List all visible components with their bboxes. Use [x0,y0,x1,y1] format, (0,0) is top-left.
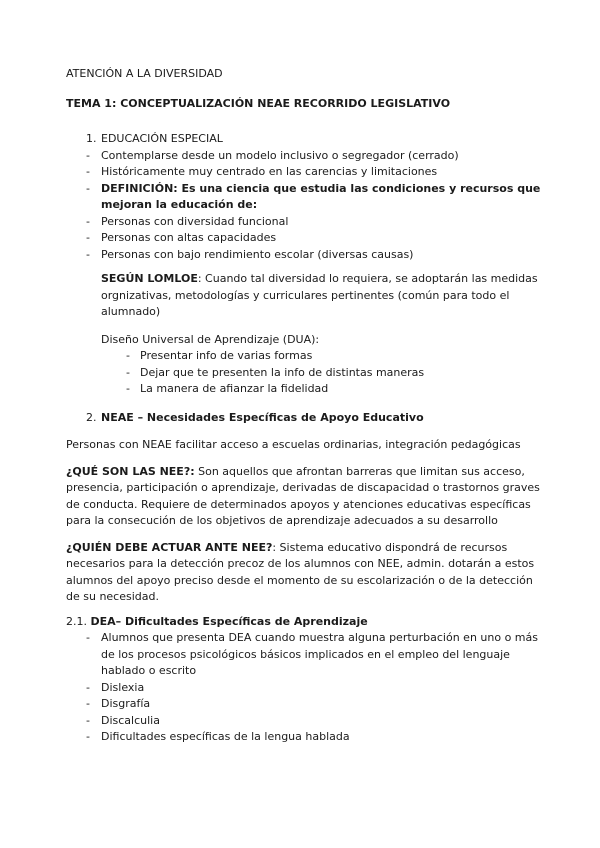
list-item-text: La manera de afianzar la fidelidad [140,382,329,395]
list-item [66,729,550,746]
section-2-title: NEAE – Necesidades Específicas de Apoyo Educativo [101,410,424,424]
list-item-text: Personas con altas capacidades [101,231,277,244]
dash-marker: - [86,631,90,644]
list-item [66,696,550,713]
dash-marker: - [86,165,90,178]
list-item [66,164,550,181]
section-1-heading [66,131,550,148]
que-son-text: Son aquellos que afrontan barreras que limitan sus acceso, presencia, participación o aprendizaje, derivadas de discapacidad o trastornos graves de conducta. Requiere de determinados apoyos y atenciones educativas específicas para la consecución de los objetivos de aprendizaje adecuados a su desarrollo [66,464,540,527]
dua-list [66,348,550,398]
dea-list [66,630,550,746]
list-item [66,713,550,730]
list-item [66,381,550,398]
list-item [66,680,550,697]
section-2-1-heading [66,614,550,631]
list-item-text: Dislexia [101,680,145,694]
list-item [66,365,550,382]
quien-debe-paragraph [66,540,550,606]
dua-intro: Diseño Universal de Aprendizaje (DUA): [101,332,320,346]
lomloe-text: : Cuando tal diversidad lo requiera, se adoptarán las medidas orgnizativas, metodologías y curriculares pertinentes (común para todo el alumnado) [101,272,538,318]
quien-debe-label: ¿QUIÉN DEBE ACTUAR ANTE NEE? [66,540,273,554]
list-item [66,230,550,247]
doc-title: ATENCIÓN A LA DIVERSIDAD [66,67,223,80]
quien-debe-text: : Sistema educativo dispondrá de recursos necesarios para la detección precoz de los alumnos con NEE, admin. dotarán a estos alumnos del apoyo preciso desde el momento de su escolarización o de la detección de su necesidad. [66,540,535,603]
list-item-text: Presentar info de varias formas [140,349,313,362]
dash-marker: - [86,181,90,195]
list-item-text: Alumnos que presenta DEA cuando muestra alguna perturbación en uno o más de los procesos psicológicos básicos implicados en el empleo del lenguaje hablado o escrito [101,631,538,677]
section-2-1-title: DEA– Dificultades Específicas de Aprendizaje [90,614,368,628]
dash-marker: - [86,713,90,727]
section-1-list [66,148,550,264]
list-item-text: Discalculia [101,713,160,727]
list-item-text: Personas con bajo rendimiento escolar (diversas causas) [101,247,414,261]
dash-marker: - [86,730,90,743]
dash-marker: - [86,680,90,694]
section-1-title: EDUCACIÓN ESPECIAL [101,132,223,145]
list-item [66,181,550,214]
dash-marker: - [86,247,90,261]
list-item [66,630,550,680]
dash-marker: - [126,382,130,395]
list-item [66,148,550,165]
dash-marker: - [126,349,130,362]
list-item [66,348,550,365]
section-2-number: 2. [86,410,97,424]
section-2-heading [66,410,550,427]
que-son-label: ¿QUÉ SON LAS NEE?: [66,464,195,478]
list-item-text: Contemplarse desde un modelo inclusivo o segregador (cerrado) [101,148,459,162]
list-item-text: Históricamente muy centrado en las carencias y limitaciones [101,165,438,178]
neae-access-paragraph: Personas con NEAE facilitar acceso a escuelas ordinarias, integración pedagógicas [66,438,521,451]
list-item-text-definition: DEFINICIÓN: Es una ciencia que estudia las condiciones y recursos que mejoran la educación de: [101,181,541,211]
list-item-text: Dejar que te presenten la info de distintas maneras [140,365,425,379]
tema-heading: TEMA 1: CONCEPTUALIZACIÓN NEAE RECORRIDO LEGISLATIVO [66,96,451,110]
dash-marker: - [86,148,90,162]
dash-marker: - [86,697,90,710]
list-item-text: Personas con diversidad funcional [101,214,289,228]
que-son-paragraph [66,464,550,530]
list-item-text: Disgrafía [101,697,151,710]
section-2-1-number: 2.1. [66,614,87,628]
list-item-text: Dificultades específicas de la lengua hablada [101,730,350,743]
list-item [66,214,550,231]
list-item [66,247,550,264]
dash-marker: - [86,214,90,228]
lomloe-paragraph [101,271,550,321]
dash-marker: - [86,231,90,244]
lomloe-label: SEGÚN LOMLOE [101,272,198,285]
dash-marker: - [126,365,130,379]
section-1-number: 1. [86,132,97,145]
